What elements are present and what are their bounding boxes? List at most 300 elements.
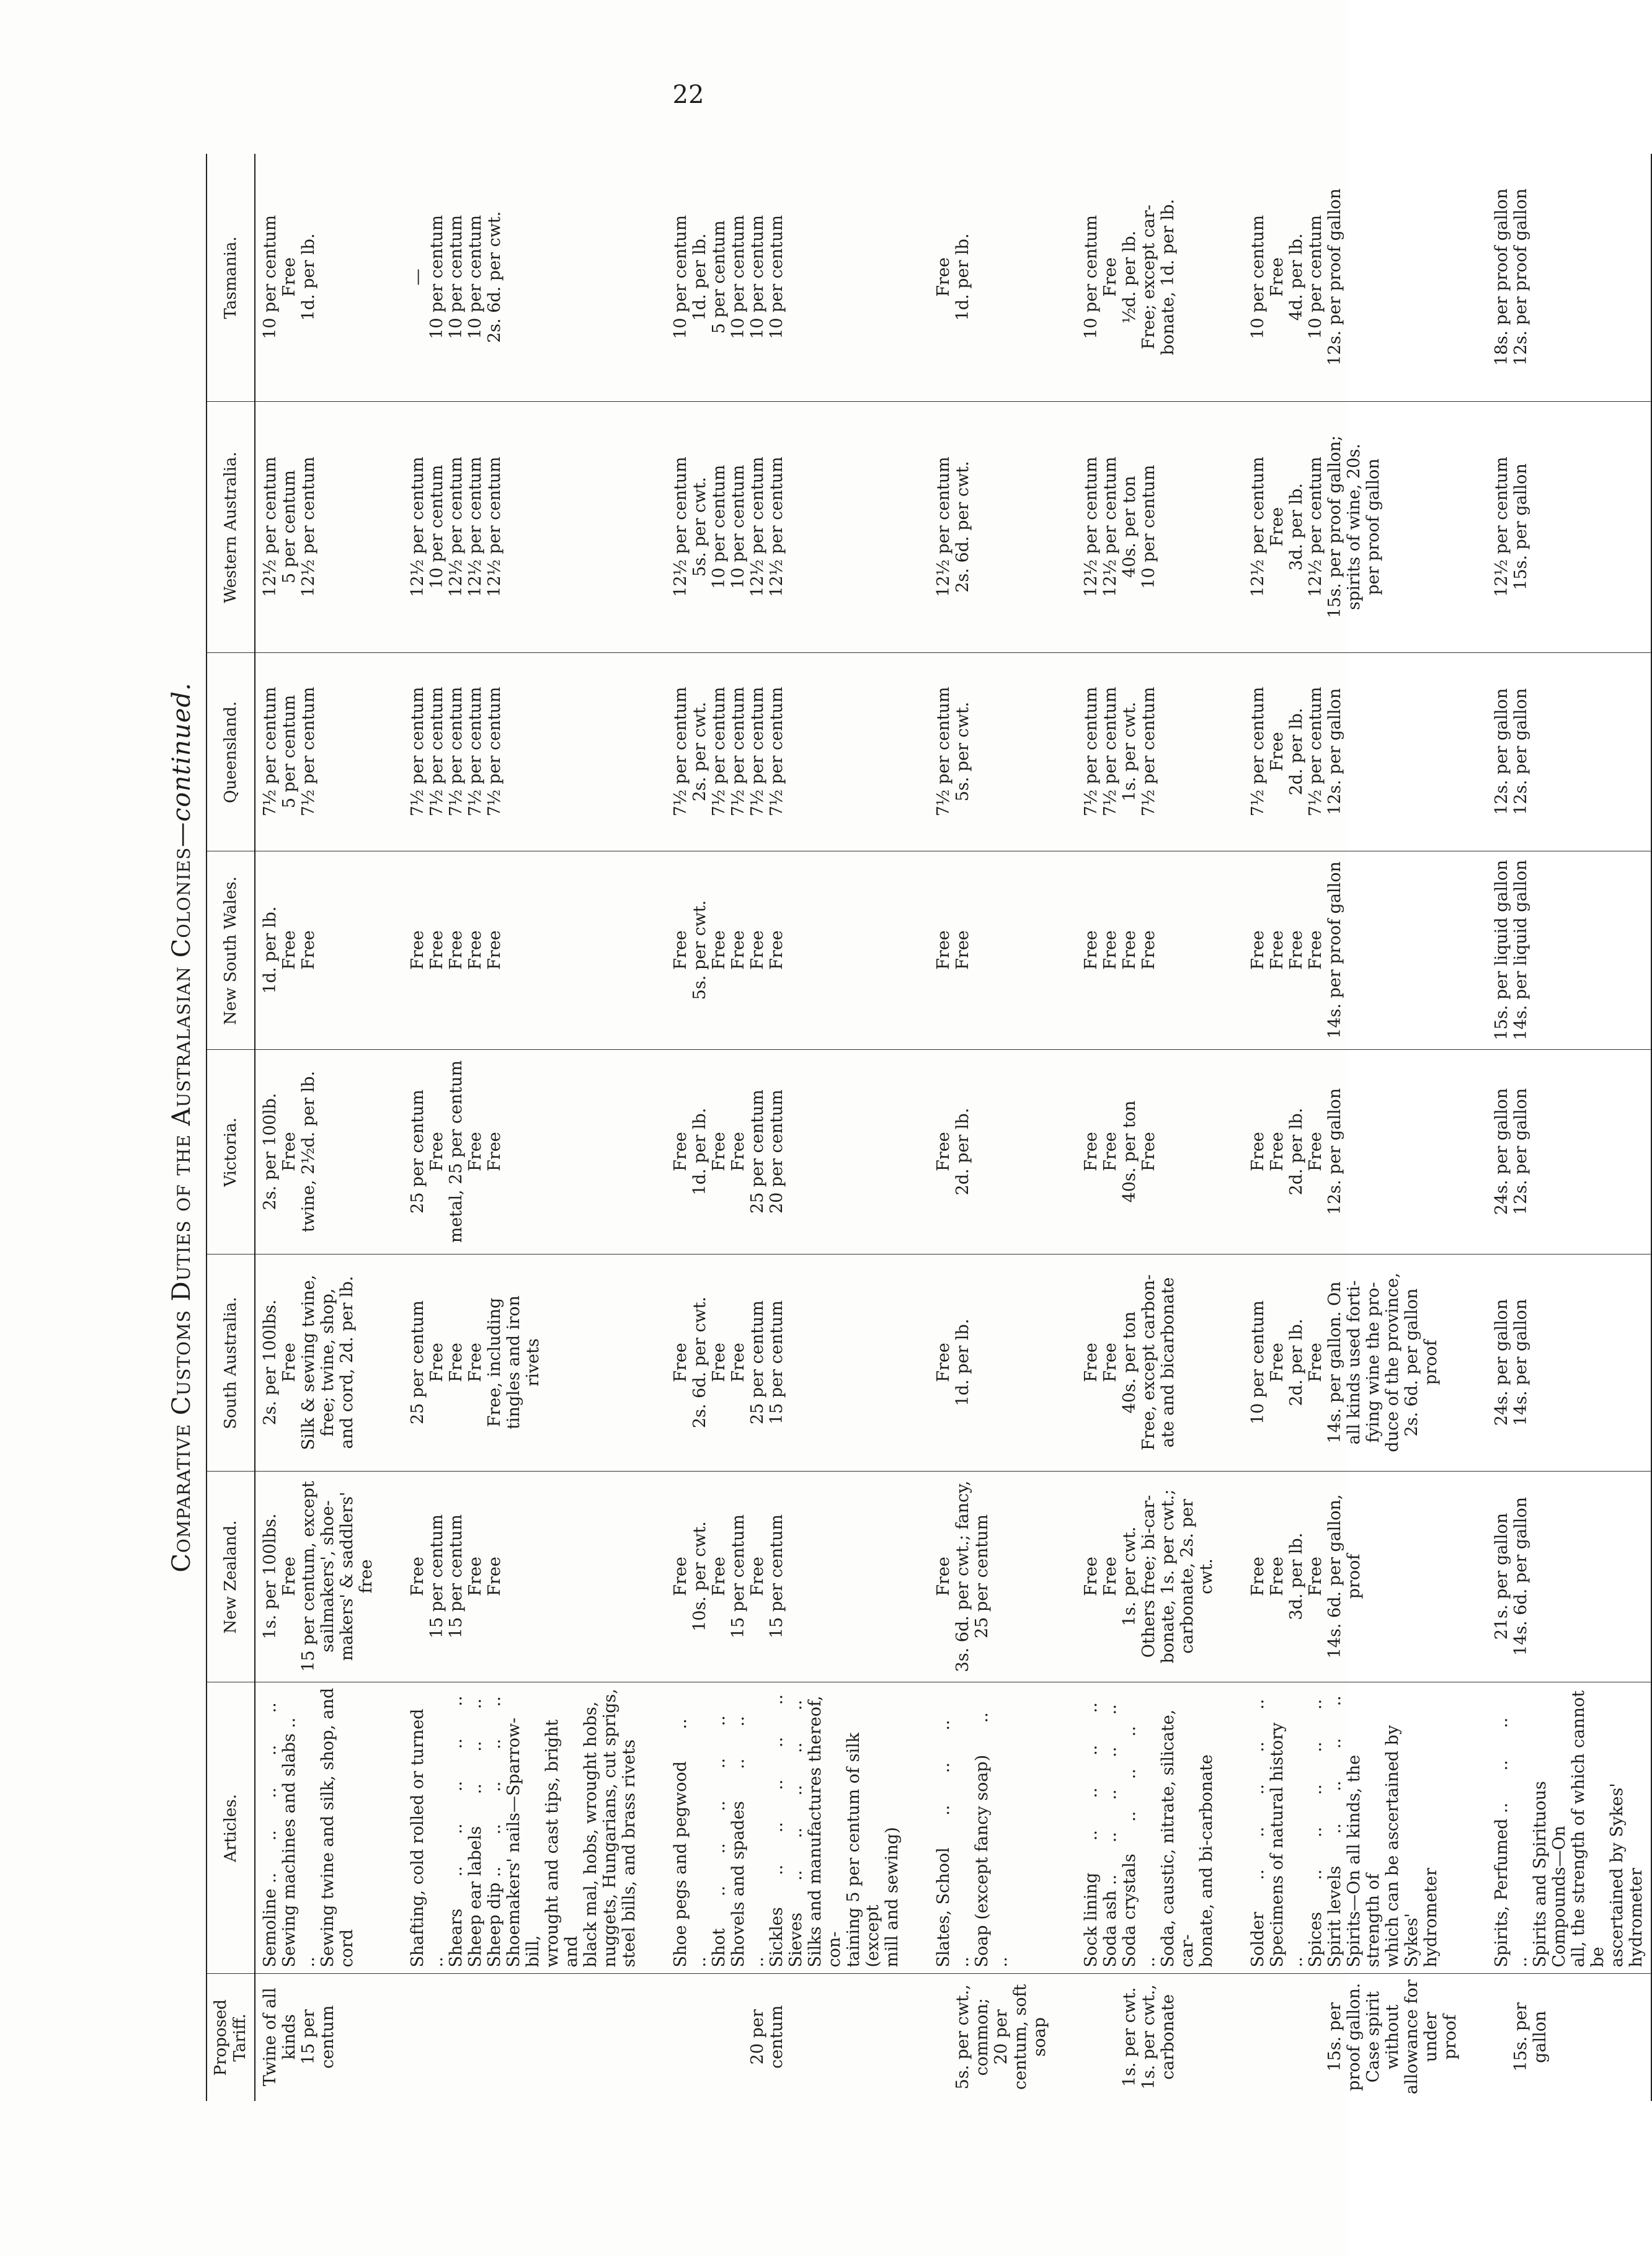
cell-line: Shovels and spades .. .. ..: [729, 1684, 767, 1968]
cell-line: 5 per centum: [280, 695, 299, 809]
south-australia-cell: [907, 1255, 1054, 1472]
cell-line: 5s. per cwt.: [953, 701, 972, 802]
articles-cell: [644, 1682, 907, 1974]
cell-line: Free: [1306, 930, 1325, 970]
south-australia-cell: [1054, 1255, 1221, 1472]
table-row: [1465, 154, 1651, 2101]
new-zealand-cell: [644, 1472, 907, 1682]
cell-line: 7½ per centum: [1101, 686, 1120, 817]
cell-line: 12s. per gallon: [1325, 688, 1344, 815]
cell-line: 2s. per 100lb.: [260, 1093, 280, 1210]
western-australia-cell: [1465, 402, 1651, 653]
cell-line: 10 per centum: [1248, 215, 1268, 339]
cell-line: all, the strength of which cannot be: [1569, 1685, 1607, 1968]
cell-line: 14s. per liquid gallon: [1511, 859, 1530, 1041]
cell-line: 24s. per gallon: [1492, 1088, 1511, 1215]
cell-line: 5s. per cwt.: [690, 900, 709, 1000]
cell-line: Free: [1268, 732, 1287, 771]
caption-title: Comparative Customs Duties of the Australasian Colonies: [167, 846, 196, 1573]
cell-line: 12½ per centum: [1081, 456, 1101, 597]
cell-line: Free: [466, 1132, 485, 1171]
cell-line: 21s. per gallon: [1492, 1512, 1511, 1640]
cell-line: 7½ per centum: [485, 686, 504, 817]
cell-line: Free, except carbon-: [1139, 1274, 1158, 1450]
cell-line: [1268, 1979, 1287, 2095]
cell-line: Free: [1248, 930, 1268, 970]
new-south-wales-cell: [381, 851, 644, 1050]
cell-line: 14s. 6d. per gallon,: [1325, 1494, 1344, 1659]
cell-line: 2s. 6d. per gallon: [1402, 1288, 1421, 1437]
cell-line: free: [357, 1559, 376, 1594]
col-header-new-zealand: New Zealand.: [206, 1472, 255, 1682]
cell-line: Free: [408, 1557, 427, 1596]
cell-line: Free: [1139, 1132, 1158, 1171]
cell-line: Free: [1081, 1557, 1101, 1596]
cell-line: [690, 1979, 709, 2095]
cell-line: Free: [408, 930, 427, 970]
cell-line: 10 per centum: [260, 215, 280, 339]
cell-line: 15s. per proof gallon.: [1325, 1983, 1364, 2091]
cell-line: 3d. per lb.: [1287, 483, 1306, 571]
cell-line: 1d. per lb.: [260, 906, 280, 994]
western-australia-cell: [381, 402, 644, 653]
victoria-cell: [907, 1050, 1054, 1255]
cell-line: 3d. per lb.: [1287, 1532, 1306, 1620]
col-header-victoria: Victoria.: [206, 1050, 255, 1255]
articles-cell: [381, 1671, 644, 1974]
new-south-wales-cell: [907, 851, 1054, 1050]
cell-line: 5 per centum: [280, 470, 299, 584]
table-body: [255, 154, 1651, 2101]
cell-line: 10s. per cwt.: [690, 1521, 709, 1632]
cell-line: Free: [1268, 257, 1287, 297]
cell-line: Free: [729, 930, 748, 970]
cell-line: [729, 1979, 748, 2095]
tasmania-cell: [1221, 154, 1465, 402]
cell-line: 7½ per centum: [446, 686, 466, 817]
cell-line: 20 per centum: [748, 2004, 786, 2069]
cell-line: 25 per centum: [408, 1089, 427, 1214]
cell-line: 1s. per cwt.: [1120, 701, 1139, 802]
tasmania-cell: [255, 154, 381, 402]
cell-line: Free: [748, 930, 767, 970]
cell-line: 15 per centum: [427, 1514, 446, 1639]
new-zealand-cell: [1221, 1472, 1465, 1682]
cell-line: 25 per centum: [408, 1300, 427, 1425]
cell-line: Free: [1248, 1132, 1268, 1171]
south-australia-cell: [1465, 1255, 1651, 1472]
articles-cell: [1054, 1682, 1221, 1974]
cell-line: 15 per centum: [767, 1300, 786, 1425]
cell-line: Free: [934, 1343, 953, 1382]
cell-line: 7½ per centum: [767, 686, 786, 817]
cell-line: Free: [280, 1132, 299, 1171]
cell-line: Free: [1268, 1557, 1287, 1596]
cell-line: Free: [1268, 930, 1287, 970]
cell-line: [1492, 1979, 1511, 2095]
queensland-cell: [1221, 653, 1465, 851]
cell-line: hydrometer: [1421, 1868, 1441, 1968]
cell-line: 7½ per centum: [466, 686, 485, 817]
cell-line: 12s. per proof gallon: [1511, 188, 1530, 366]
cell-line: bonate, 1s. per cwt.;: [1158, 1489, 1178, 1664]
cell-line: 2s. per 100lbs.: [260, 1299, 280, 1426]
cell-line: 40s. per ton: [1120, 1100, 1139, 1203]
cell-line: Sewing twine and silk, shop, and cord: [318, 1682, 357, 1968]
cell-line: Free: [953, 930, 972, 970]
cell-line: ate and bicarbonate: [1158, 1277, 1178, 1448]
cell-line: fying wine the pro-: [1364, 1282, 1383, 1443]
cell-line: 10 per centum: [1306, 215, 1325, 339]
cell-line: steel bills, and brass rivets: [620, 1739, 639, 1968]
cell-line: [1248, 1979, 1268, 2095]
cell-line: Free: [767, 930, 786, 970]
tasmania-cell: [1465, 154, 1651, 402]
new-zealand-cell: [907, 1472, 1054, 1682]
cell-line: 10 per centum: [767, 215, 786, 339]
tariff-cell: [1054, 1974, 1221, 2101]
cell-line: Free: [934, 1557, 953, 1596]
cell-line: Free: [709, 1557, 729, 1596]
cell-line: 12½ per centum: [1248, 456, 1268, 597]
cell-line: 7½ per centum: [748, 686, 767, 817]
cell-line: 18s. per proof gallon: [1492, 188, 1511, 366]
tasmania-cell: [1054, 154, 1221, 402]
cell-line: which can be ascertained by Sykes': [1383, 1720, 1421, 1968]
cell-line: [671, 1979, 690, 2095]
tariff-cell: [1465, 1974, 1651, 2101]
cell-line: 7½ per centum: [671, 686, 690, 817]
cell-line: Free: [280, 1343, 299, 1382]
cell-line: Free: [1306, 1132, 1325, 1171]
cell-line: Free: [1248, 1557, 1268, 1596]
cell-line: spirits of wine, 20s.: [1344, 443, 1364, 610]
cell-line: [1081, 1979, 1101, 2095]
cell-line: Sewing machines and slabs .. ..: [280, 1685, 318, 1968]
cell-line: duce of the province,: [1383, 1272, 1402, 1452]
south-australia-cell: [1221, 1255, 1465, 1472]
cell-line: 15s. per gallon: [1511, 1997, 1550, 2072]
cell-line: all kinds used forti-: [1344, 1280, 1364, 1445]
queensland-cell: [255, 653, 381, 851]
cell-line: Free: [1268, 1343, 1287, 1382]
col-header-queensland: Queensland.: [206, 653, 255, 851]
cell-line: 7½ per centum: [1248, 686, 1268, 817]
cell-line: 7½ per centum: [427, 686, 446, 817]
cell-line: 10 per centum: [709, 464, 729, 589]
western-australia-cell: [907, 402, 1054, 653]
cell-line: Free: [1287, 930, 1306, 970]
cell-line: 2s. 6d. per cwt.: [953, 461, 972, 593]
new-south-wales-cell: [1465, 851, 1651, 1050]
cell-line: 12½ per centum: [408, 456, 427, 597]
cell-line: [934, 1979, 953, 2095]
cell-line: 1d. per lb.: [953, 233, 972, 321]
new-south-wales-cell: [255, 851, 381, 1050]
new-zealand-cell: [255, 1472, 381, 1682]
cell-line: Free: [446, 1343, 466, 1382]
cell-line: Spirit levels .. .. .. ..: [1325, 1695, 1344, 1968]
cell-line: free; twine, shop,: [318, 1288, 337, 1437]
cell-line: 12s. per gallon: [1511, 1088, 1530, 1215]
cell-line: Free: [427, 930, 446, 970]
cell-line: 2s. 6d. per cwt.: [690, 1296, 709, 1429]
cell-line: Free: [1101, 1557, 1120, 1596]
cell-line: 7½ per centum: [1139, 686, 1158, 817]
cell-line: 24s. per gallon: [1492, 1299, 1511, 1426]
tariff-cell: [381, 1974, 644, 2101]
cell-line: 1s. per cwt.: [1120, 1987, 1139, 2087]
cell-line: Free: [709, 1343, 729, 1382]
cell-line: 10 per centum: [427, 464, 446, 589]
cell-line: 2d. per lb.: [1287, 1108, 1306, 1196]
cell-line: 12½ per centum: [1306, 456, 1325, 597]
cell-line: Free: [466, 1557, 485, 1596]
cell-line: tingles and iron: [504, 1295, 523, 1429]
cell-line: Free: [671, 1132, 690, 1171]
new-south-wales-cell: [644, 851, 907, 1050]
cell-line: Twine of all kinds: [260, 1982, 299, 2087]
cell-line: Sheep ear labels .. .. ..: [466, 1698, 485, 1968]
cell-line: Free: [427, 1132, 446, 1171]
cell-line: 25 per centum: [748, 1300, 767, 1425]
cell-line: bonate, and bi-carbonate: [1197, 1754, 1216, 1968]
cell-line: 15 per centum: [299, 2004, 337, 2069]
table-row: [381, 154, 644, 2101]
cell-line: Free: [427, 1343, 446, 1382]
queensland-cell: [907, 653, 1054, 851]
cell-line: Sieves .. .. .. .. ..: [786, 1700, 806, 1968]
cell-line: Free: [934, 257, 953, 297]
cell-line: 15 per centum: [767, 1514, 786, 1639]
cell-line: Free: [1306, 1343, 1325, 1382]
customs-duties-table: [206, 154, 1652, 2101]
south-australia-cell: [255, 1255, 381, 1472]
table-row: [1054, 154, 1221, 2101]
table-row: [255, 154, 381, 2101]
cell-line: Free: [729, 1132, 748, 1171]
cell-line: 1s. per 100lbs.: [260, 1513, 280, 1640]
victoria-cell: [1054, 1050, 1221, 1255]
cell-line: 15s. per proof gallon;: [1325, 435, 1344, 618]
cell-line: Shears .. .. .. .. ..: [446, 1695, 466, 1968]
cell-line: metal, 25 per centum: [446, 1060, 466, 1243]
cell-line: cwt.: [1197, 1558, 1216, 1594]
cell-line: 12½ per centum: [466, 456, 485, 597]
cell-line: black mal, hobs, wrought hobs,: [581, 1701, 600, 1968]
cell-line: 12½ per centum: [767, 456, 786, 597]
cell-line: 2s. 6d. per cwt.: [485, 211, 504, 343]
western-australia-cell: [255, 402, 381, 653]
cell-line: 10 per centum: [671, 215, 690, 339]
cell-line: 14s. per gallon: [1511, 1299, 1530, 1426]
cell-line: 4d. per lb.: [1287, 233, 1306, 321]
cell-line: rivets: [523, 1338, 543, 1387]
cell-line: Free: [299, 930, 318, 970]
cell-line: Free: [485, 930, 504, 970]
cell-line: Free: [1120, 930, 1139, 970]
cell-line: soap: [1030, 2017, 1049, 2057]
tasmania-cell: [907, 154, 1054, 402]
new-south-wales-cell: [1221, 851, 1465, 1050]
articles-cell: [1221, 1682, 1465, 1974]
cell-line: Free: [466, 930, 485, 970]
cell-line: mill and sewing): [882, 1827, 902, 1968]
col-header-tasmania: Tasmania.: [206, 154, 255, 402]
cell-line: Free: [1101, 930, 1120, 970]
cell-line: 12½ per centum: [260, 456, 280, 597]
cell-line: ascertained by Sykes' hydrometer: [1607, 1777, 1646, 1968]
cell-line: 25 per centum: [748, 1089, 767, 1214]
cell-line: Soda, caustic, nitrate, silicate, car-: [1158, 1704, 1197, 1968]
cell-line: 40s. per ton: [1120, 1311, 1139, 1414]
tariff-cell: [907, 1974, 1054, 2101]
tariff-cell: [255, 1974, 381, 2101]
cell-line: 5s. per cwt., common;: [953, 1979, 992, 2090]
cell-line: 15 per centum, except: [299, 1481, 318, 1672]
cell-line: Free: [1268, 1132, 1287, 1171]
cell-line: Free: [280, 1557, 299, 1596]
cell-line: Specimens of natural history ..: [1268, 1690, 1306, 1968]
cell-line: Spirits, Perfumed .. .. .. ..: [1492, 1685, 1530, 1968]
cell-line: 1d. per lb.: [953, 1318, 972, 1406]
page-number: 22: [672, 81, 704, 109]
cell-line: Free: [1101, 1343, 1120, 1382]
cell-line: 7½ per centum: [1306, 686, 1325, 817]
queensland-cell: [644, 653, 907, 851]
table-row: [907, 154, 1054, 2101]
cell-line: ½d. per lb.: [1120, 230, 1139, 324]
cell-line: 12s. per gallon: [1325, 1088, 1344, 1215]
cell-line: 10 per centum: [748, 215, 767, 339]
cell-line: Free: [1081, 1343, 1101, 1382]
cell-line: Free, including: [485, 1297, 504, 1428]
cell-line: 1d. per lb.: [690, 1108, 709, 1196]
cell-line: [1306, 1979, 1325, 2095]
cell-line: allowance for under: [1402, 1974, 1441, 2095]
cell-line: 10 per centum: [729, 464, 748, 589]
cell-line: Spirits and Spirituous Compounds—On: [1530, 1775, 1569, 1968]
table-row: [644, 154, 907, 2101]
cell-line: Slates, School .. .. .. ..: [934, 1687, 972, 1968]
table-caption: [167, 154, 201, 2101]
cell-line: 12s. per proof gallon: [1325, 188, 1344, 366]
cell-line: Free: [709, 1132, 729, 1171]
cell-line: Sickles .. .. .. .. ..: [767, 1694, 786, 1968]
tariff-cell: [644, 1974, 907, 2101]
cell-line: 1s. per cwt., carbonate: [1139, 1979, 1178, 2090]
cell-line: proof: [1421, 1339, 1441, 1385]
western-australia-cell: [644, 402, 907, 653]
cell-line: per proof gallon: [1364, 458, 1383, 595]
cell-line: Free: [671, 1343, 690, 1382]
cell-line: and cord, 2d. per lb.: [337, 1276, 357, 1449]
cell-line: Solder .. .. .. .. ..: [1248, 1699, 1268, 1968]
tasmania-cell: [381, 154, 644, 402]
cell-line: Free: [1306, 1557, 1325, 1596]
cell-line: proof: [1441, 2014, 1460, 2060]
cell-line: Soda ash .. .. .. .. ..: [1101, 1704, 1120, 1968]
cell-line: 40s. per ton: [1120, 476, 1139, 578]
cell-line: Shoe pegs and pegwood .. ..: [671, 1686, 709, 1968]
cell-line: 12½ per centum: [299, 456, 318, 597]
cell-line: 5s. per cwt.: [690, 477, 709, 577]
cell-line: 15 per centum: [729, 1514, 748, 1639]
cell-line: 20 per centum: [767, 1089, 786, 1214]
cell-line: Free: [1139, 930, 1158, 970]
cell-line: 12s. per gallon: [1492, 688, 1511, 815]
victoria-cell: [1465, 1050, 1651, 1255]
victoria-cell: [1221, 1050, 1465, 1255]
cell-line: 20 per centum, soft: [992, 1984, 1030, 2090]
header-row: [206, 154, 255, 2101]
col-header-new-south-wales: New South Wales.: [206, 851, 255, 1050]
cell-line: Free: [709, 930, 729, 970]
cell-line: twine, 2½d. per lb.: [299, 1070, 318, 1233]
articles-cell: [1465, 1682, 1651, 1974]
cell-line: 10 per centum: [446, 215, 466, 339]
cell-line: 7½ per centum: [260, 686, 280, 817]
cell-line: 10 per centum: [427, 215, 446, 339]
cell-line: 10 per centum: [466, 215, 485, 339]
cell-line: Spices .. .. .. .. ..: [1306, 1699, 1325, 1968]
col-header-articles: Articles.: [206, 1682, 255, 1974]
cell-line: Free: [1101, 1132, 1120, 1171]
cell-line: Free: [1101, 257, 1120, 297]
caption-suffix: —continued.: [167, 682, 196, 847]
cell-line: 3s. 6d. per cwt.; fancy,: [953, 1480, 972, 1672]
cell-line: Free: [748, 1557, 767, 1596]
cell-line: Spirits—On all kinds, the strength of: [1344, 1749, 1383, 1968]
queensland-cell: [381, 653, 644, 851]
cell-line: Free: [1081, 1132, 1101, 1171]
cell-line: 12s. per gallon: [1511, 688, 1530, 815]
cell-line: 14s. per gallon. On: [1325, 1281, 1344, 1444]
cell-line: 10 per centum: [1248, 1300, 1268, 1425]
new-zealand-cell: [1054, 1472, 1221, 1682]
table-row: [1221, 154, 1465, 2101]
cell-line: Sheep dip .. .. .. .. ..: [485, 1696, 504, 1968]
cell-line: 14s. 6d. per gallon: [1511, 1496, 1530, 1656]
cell-line: 12½ per centum: [1492, 456, 1511, 597]
victoria-cell: [255, 1050, 381, 1255]
cell-line: Free: [446, 930, 466, 970]
tariff-cell: [1221, 1974, 1465, 2101]
cell-line: 25 per centum: [972, 1514, 992, 1639]
queensland-cell: [1054, 653, 1221, 851]
cell-line: proof: [1344, 1553, 1364, 1599]
queensland-cell: [1465, 653, 1651, 851]
south-australia-cell: [644, 1255, 907, 1472]
cell-line: Free: [934, 1132, 953, 1171]
cell-line: 1s. per cwt.: [1120, 1526, 1139, 1627]
cell-line: 5 per centum: [709, 220, 729, 334]
cell-line: Free; except car-: [1139, 204, 1158, 350]
cell-line: Free: [485, 1557, 504, 1596]
tasmania-cell: [644, 154, 907, 402]
cell-line: Free: [1268, 507, 1287, 547]
col-header-south-australia: South Australia.: [206, 1255, 255, 1472]
cell-line: 12½ per centum: [671, 456, 690, 597]
cell-line: bonate, 1d. per lb.: [1158, 198, 1178, 355]
new-zealand-cell: [381, 1472, 644, 1682]
cell-line: Sock lining .. .. .. ..: [1081, 1702, 1101, 1968]
cell-line: 10 per centum: [729, 215, 748, 339]
cell-line: 15s. per liquid gallon: [1492, 859, 1511, 1041]
cell-line: Soap (except fancy soap) .. ..: [972, 1680, 1011, 1968]
rotated-table-region: [167, 154, 1646, 2101]
cell-line: —: [408, 269, 427, 286]
